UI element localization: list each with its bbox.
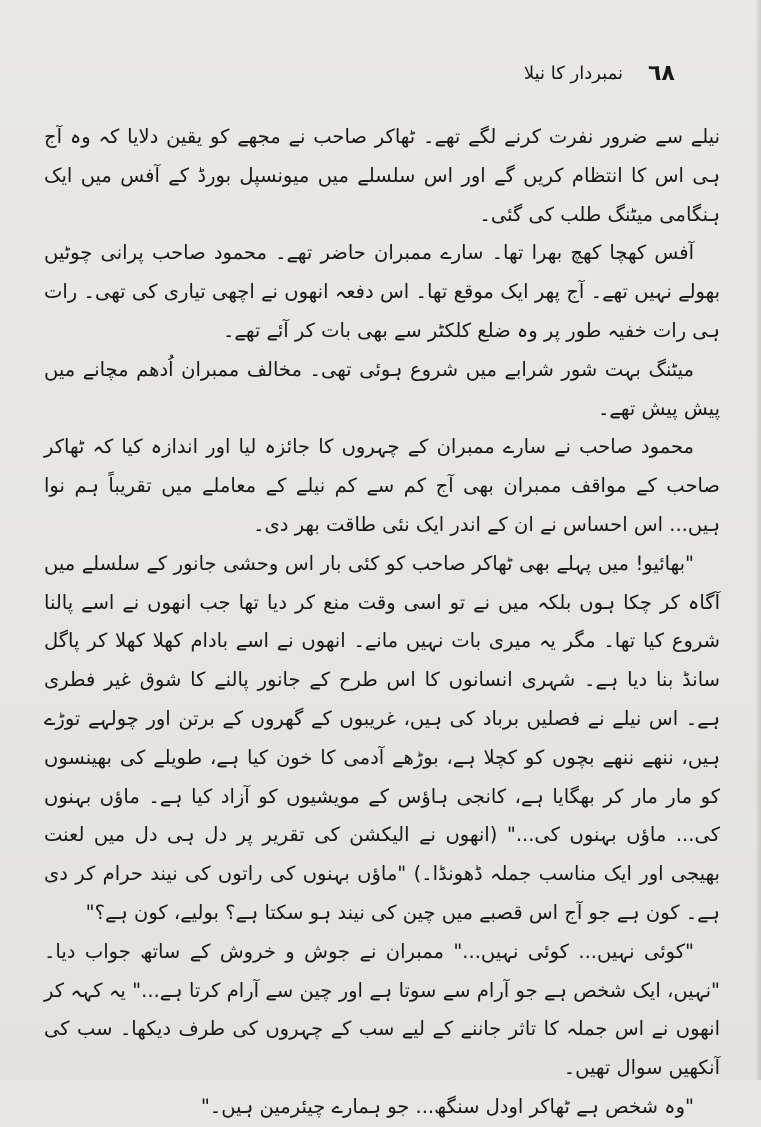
paragraph: نیلے سے ضرور نفرت کرنے لگے تھے۔ ٹھاکر صاحب نے مجھے کو یقین دلایا کہ وہ آج ہی اس کا انتظام کریں گے اور اس سلسلے میں میونسپل بورڈ کے آفس میں ایک ہنگامی میٹنگ طلب کی گئی۔	[44, 125, 720, 226]
paragraph: "بھائیو! میں پہلے بھی ٹھاکر صاحب کو کئی بار اس وحشی جانور کے سلسلے میں آگاہ کر چکا ہوں بلکہ میں نے تو اسی وقت منع کر دیا تھا جب انھوں نے اسے پالنا شروع کیا تھا۔ مگر یہ میری بات نہیں مانے۔ انھوں نے اسے بادام کھلا کھلا کر پاگل سانڈ بنا دیا ہے۔ شہری انسانوں کا اس طرح کے جانور پالنے کا شوق غیر فطری ہے۔ اس نیلے نے فصلیں برباد کی ہیں، غریبوں کے گھروں کے برتن اور چولہے توڑے ہیں، ننھے ننھے بچوں کو کچلا ہے، بوڑھے آدمی کا خون کیا ہے، طویلے کی بھینسوں کو مار مار کر بھگایا ہے، کانجی ہاؤس کے مویشیوں کو آزاد کیا ہے۔ ماؤں بہنوں کی... ماؤں بہنوں کی..." (انھوں نے الیکشن کی تقریر پر دل ہی دل میں لعنت بھیجی اور ایک مناسب جملہ ڈھونڈا۔) "ماؤں بہنوں کی راتوں کی نیند حرام کر دی ہے۔ کون ہے جو آج اس قصبے میں چین کی نیند ہو سکتا ہے؟ بولیے، کون ہے؟"	[44, 551, 720, 924]
paragraph: میٹنگ بہت شور شرابے میں شروع ہوئی تھی۔ مخالف ممبران اُدھم مچانے میں پیش پیش تھے۔	[44, 357, 720, 420]
paragraph: "وہ شخص ہے ٹھاکر اودل سنگھ... جو ہمارے چیئرمین ہیں۔"	[200, 1094, 694, 1118]
paragraph: محمود صاحب نے سارے ممبران کے چہروں کا جائزہ لیا اور اندازہ کیا کہ ٹھاکر صاحب کے مواقف ممبران بھی آج کم سے کم نیلے کے معاملے میں تقریباً ہم نوا ہیں... اس احساس نے ان کے اندر ایک نئی طاقت بھر دی۔	[44, 435, 720, 536]
paragraph: "کوئی نہیں... کوئی نہیں..." ممبران نے جوش و خروش کے ساتھ جواب دیا۔ "نہیں، ایک شخص ہے جو آرام سے سوتا ہے اور چین سے آرام کرتا ہے..." یہ کہہ کر انھوں نے اس جملہ کا تاثر جاننے کے لیے سب کے چہروں کی طرف دیکھا۔ سب کی آنکھیں سوال تھیں۔	[44, 939, 720, 1080]
scan-edge-shadow	[755, 0, 761, 1080]
page-body	[44, 118, 720, 1127]
running-title: نمبردار کا نیلا	[523, 63, 623, 84]
page-number: ٦٨	[648, 61, 675, 86]
paragraph: آفس کھچا کھچ بھرا تھا۔ سارے ممبران حاضر تھے۔ محمود صاحب پرانی چوٹیں بھولے نہیں تھے۔ آج پھر ایک موقع تھا۔ اس دفعہ انھوں نے اچھی تیاری کی تھی۔ رات ہی رات خفیہ طور پر وہ ضلع کلکٹر سے بھی بات کر آئے تھے۔	[44, 241, 720, 342]
page-header	[0, 56, 761, 92]
